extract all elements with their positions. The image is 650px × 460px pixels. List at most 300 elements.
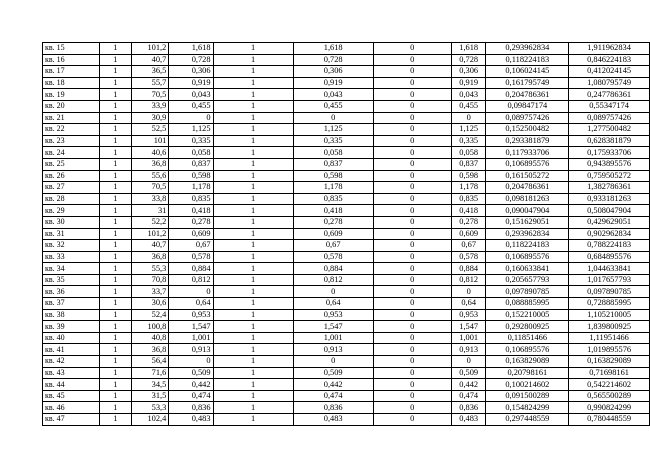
cell-value-c: 0,306: [451, 66, 486, 78]
cell-value-b: 0,278: [293, 216, 373, 228]
cell-apartment-label: кв. 25: [43, 158, 100, 170]
cell-zero-value: 0: [373, 182, 451, 194]
cell-value-b: 0,335: [293, 135, 373, 147]
table-row: [43, 356, 650, 368]
table-row: [43, 216, 650, 228]
cell-zero-value: 0: [373, 309, 451, 321]
table-row: [43, 298, 650, 310]
cell-area: 53,3: [131, 402, 168, 414]
cell-area: 33,8: [131, 193, 168, 205]
cell-value-c: 0,835: [451, 193, 486, 205]
cell-count: 1: [99, 286, 131, 298]
cell-value-c: 0,335: [451, 135, 486, 147]
cell-coefficient: 0,090047904: [486, 205, 569, 217]
cell-apartment-label: кв. 32: [43, 240, 100, 252]
cell-area: 100,8: [131, 321, 168, 333]
cell-value-c: 0,058: [451, 147, 486, 159]
cell-total: 0,990824299: [569, 402, 650, 414]
cell-factor: 1: [213, 100, 293, 112]
cell-apartment-label: кв. 18: [43, 77, 100, 89]
cell-count: 1: [99, 170, 131, 182]
cell-total: 0,097890785: [569, 286, 650, 298]
cell-area: 101: [131, 135, 168, 147]
cell-factor: 1: [213, 321, 293, 333]
cell-value-c: 0,728: [451, 54, 486, 66]
cell-value-b: 0,609: [293, 228, 373, 240]
cell-factor: 1: [213, 367, 293, 379]
cell-count: 1: [99, 182, 131, 194]
cell-area: 34,5: [131, 379, 168, 391]
cell-value-b: 0,306: [293, 66, 373, 78]
cell-value-a: 0,835: [169, 193, 213, 205]
cell-value-b: 0,67: [293, 240, 373, 252]
cell-count: 1: [99, 112, 131, 124]
cell-count: 1: [99, 344, 131, 356]
cell-value-c: 0,418: [451, 205, 486, 217]
cell-value-c: 0,64: [451, 298, 486, 310]
cell-value-a: 0,418: [169, 205, 213, 217]
cell-value-b: 0,837: [293, 158, 373, 170]
cell-coefficient: 0,204786361: [486, 182, 569, 194]
cell-count: 1: [99, 240, 131, 252]
cell-count: 1: [99, 390, 131, 402]
cell-value-c: 0,509: [451, 367, 486, 379]
cell-total: 0,628381879: [569, 135, 650, 147]
cell-zero-value: 0: [373, 332, 451, 344]
cell-zero-value: 0: [373, 89, 451, 101]
cell-count: 1: [99, 89, 131, 101]
cell-value-c: 0,812: [451, 274, 486, 286]
cell-count: 1: [99, 124, 131, 136]
cell-coefficient: 0,088885995: [486, 298, 569, 310]
table-row: [43, 43, 650, 55]
cell-area: 55,6: [131, 170, 168, 182]
cell-factor: 1: [213, 112, 293, 124]
cell-total: 0,565500289: [569, 390, 650, 402]
table-body: [43, 43, 650, 426]
cell-zero-value: 0: [373, 135, 451, 147]
cell-apartment-label: кв. 30: [43, 216, 100, 228]
cell-area: 33,7: [131, 286, 168, 298]
cell-value-a: 1,618: [169, 43, 213, 55]
cell-value-a: 0,884: [169, 263, 213, 275]
cell-value-a: 0,913: [169, 344, 213, 356]
cell-total: 1,382786361: [569, 182, 650, 194]
cell-area: 55,7: [131, 77, 168, 89]
cell-value-c: 0,278: [451, 216, 486, 228]
cell-total: 1,911962834: [569, 43, 650, 55]
cell-apartment-label: кв. 33: [43, 251, 100, 263]
cell-value-c: 0,913: [451, 344, 486, 356]
cell-coefficient: 0,205657793: [486, 274, 569, 286]
cell-coefficient: 0,106895576: [486, 344, 569, 356]
cell-count: 1: [99, 251, 131, 263]
cell-value-c: 0,837: [451, 158, 486, 170]
cell-value-a: 1,547: [169, 321, 213, 333]
cell-area: 52,4: [131, 309, 168, 321]
cell-value-b: 0,474: [293, 390, 373, 402]
table-row: [43, 66, 650, 78]
cell-value-a: 0: [169, 112, 213, 124]
cell-total: 0,846224183: [569, 54, 650, 66]
cell-value-a: 0,598: [169, 170, 213, 182]
cell-total: 1,080795749: [569, 77, 650, 89]
cell-coefficient: 0,154824299: [486, 402, 569, 414]
cell-factor: 1: [213, 379, 293, 391]
cell-factor: 1: [213, 54, 293, 66]
cell-area: 40,6: [131, 147, 168, 159]
cell-total: 0,759505272: [569, 170, 650, 182]
cell-value-a: 0,64: [169, 298, 213, 310]
cell-apartment-label: кв. 44: [43, 379, 100, 391]
cell-apartment-label: кв. 37: [43, 298, 100, 310]
cell-value-b: 0,509: [293, 367, 373, 379]
cell-apartment-label: кв. 29: [43, 205, 100, 217]
cell-value-b: 0,442: [293, 379, 373, 391]
cell-apartment-label: кв. 31: [43, 228, 100, 240]
cell-factor: 1: [213, 158, 293, 170]
cell-area: 101,2: [131, 43, 168, 55]
cell-value-b: 0,043: [293, 89, 373, 101]
cell-zero-value: 0: [373, 390, 451, 402]
cell-zero-value: 0: [373, 402, 451, 414]
cell-value-b: 0,578: [293, 251, 373, 263]
cell-area: 102,4: [131, 414, 168, 426]
cell-zero-value: 0: [373, 66, 451, 78]
cell-total: 1,017657793: [569, 274, 650, 286]
table-row: [43, 158, 650, 170]
cell-count: 1: [99, 414, 131, 426]
cell-zero-value: 0: [373, 379, 451, 391]
table-row: [43, 263, 650, 275]
cell-apartment-label: кв. 23: [43, 135, 100, 147]
cell-factor: 1: [213, 414, 293, 426]
table-row: [43, 77, 650, 89]
cell-apartment-label: кв. 24: [43, 147, 100, 159]
cell-zero-value: 0: [373, 100, 451, 112]
cell-value-c: 0,483: [451, 414, 486, 426]
table-row: [43, 182, 650, 194]
cell-coefficient: 0,106895576: [486, 251, 569, 263]
cell-total: 0,175933706: [569, 147, 650, 159]
cell-factor: 1: [213, 89, 293, 101]
cell-value-a: 0,278: [169, 216, 213, 228]
cell-value-b: 0: [293, 286, 373, 298]
cell-count: 1: [99, 263, 131, 275]
cell-value-a: 1,125: [169, 124, 213, 136]
cell-zero-value: 0: [373, 240, 451, 252]
cell-factor: 1: [213, 263, 293, 275]
cell-zero-value: 0: [373, 77, 451, 89]
cell-apartment-label: кв. 26: [43, 170, 100, 182]
cell-apartment-label: кв. 15: [43, 43, 100, 55]
cell-count: 1: [99, 332, 131, 344]
cell-value-b: 0,598: [293, 170, 373, 182]
cell-factor: 1: [213, 240, 293, 252]
cell-count: 1: [99, 402, 131, 414]
cell-apartment-label: кв. 34: [43, 263, 100, 275]
cell-total: 0,788224183: [569, 240, 650, 252]
table-row: [43, 390, 650, 402]
cell-value-b: 1,618: [293, 43, 373, 55]
cell-value-b: 0,835: [293, 193, 373, 205]
cell-value-c: 1,547: [451, 321, 486, 333]
cell-value-c: 0,953: [451, 309, 486, 321]
cell-area: 31: [131, 205, 168, 217]
cell-factor: 1: [213, 66, 293, 78]
cell-value-c: 0,442: [451, 379, 486, 391]
cell-coefficient: 0,151629051: [486, 216, 569, 228]
cell-apartment-label: кв. 46: [43, 402, 100, 414]
cell-count: 1: [99, 379, 131, 391]
cell-factor: 1: [213, 274, 293, 286]
cell-total: 0,542214602: [569, 379, 650, 391]
cell-area: 71,6: [131, 367, 168, 379]
cell-count: 1: [99, 193, 131, 205]
cell-factor: 1: [213, 147, 293, 159]
cell-value-b: 0,812: [293, 274, 373, 286]
cell-value-b: 0: [293, 356, 373, 368]
table-row: [43, 89, 650, 101]
cell-factor: 1: [213, 193, 293, 205]
cell-factor: 1: [213, 251, 293, 263]
cell-apartment-label: кв. 19: [43, 89, 100, 101]
cell-count: 1: [99, 367, 131, 379]
table-row: [43, 205, 650, 217]
cell-coefficient: 0,161505272: [486, 170, 569, 182]
cell-area: 40,7: [131, 240, 168, 252]
cell-coefficient: 0,106895576: [486, 158, 569, 170]
cell-value-a: 0: [169, 356, 213, 368]
table-row: [43, 240, 650, 252]
table-row: [43, 147, 650, 159]
cell-coefficient: 0,293962834: [486, 228, 569, 240]
cell-apartment-label: кв. 22: [43, 124, 100, 136]
cell-total: 0,780448559: [569, 414, 650, 426]
cell-value-c: 0: [451, 356, 486, 368]
cell-zero-value: 0: [373, 147, 451, 159]
cell-area: 31,5: [131, 390, 168, 402]
cell-count: 1: [99, 321, 131, 333]
cell-value-c: 0,67: [451, 240, 486, 252]
cell-total: 0,902962834: [569, 228, 650, 240]
cell-apartment-label: кв. 27: [43, 182, 100, 194]
table-row: [43, 414, 650, 426]
cell-value-a: 0,953: [169, 309, 213, 321]
cell-total: 1,019895576: [569, 344, 650, 356]
cell-factor: 1: [213, 286, 293, 298]
table-row: [43, 367, 650, 379]
cell-value-c: 0,609: [451, 228, 486, 240]
cell-value-c: 0,474: [451, 390, 486, 402]
cell-area: 70,5: [131, 89, 168, 101]
cell-value-b: 0: [293, 112, 373, 124]
cell-apartment-label: кв. 47: [43, 414, 100, 426]
cell-value-b: 0,913: [293, 344, 373, 356]
table-row: [43, 170, 650, 182]
cell-count: 1: [99, 77, 131, 89]
cell-total: 0,089757426: [569, 112, 650, 124]
cell-factor: 1: [213, 309, 293, 321]
cell-total: 1,277500482: [569, 124, 650, 136]
cell-apartment-label: кв. 28: [43, 193, 100, 205]
table-row: [43, 309, 650, 321]
table-row: [43, 193, 650, 205]
cell-total: 0,55347174: [569, 100, 650, 112]
cell-zero-value: 0: [373, 367, 451, 379]
cell-value-a: 1,001: [169, 332, 213, 344]
cell-value-a: 0,509: [169, 367, 213, 379]
cell-value-b: 0,483: [293, 414, 373, 426]
cell-value-a: 0: [169, 286, 213, 298]
cell-coefficient: 0,106024145: [486, 66, 569, 78]
table-row: [43, 286, 650, 298]
cell-coefficient: 0,163829089: [486, 356, 569, 368]
cell-value-a: 0,043: [169, 89, 213, 101]
cell-zero-value: 0: [373, 263, 451, 275]
cell-value-b: 0,728: [293, 54, 373, 66]
cell-coefficient: 0,293381879: [486, 135, 569, 147]
cell-coefficient: 0,204786361: [486, 89, 569, 101]
cell-total: 1,11951466: [569, 332, 650, 344]
cell-count: 1: [99, 274, 131, 286]
cell-zero-value: 0: [373, 321, 451, 333]
cell-count: 1: [99, 158, 131, 170]
cell-total: 0,684895576: [569, 251, 650, 263]
cell-area: 36,8: [131, 158, 168, 170]
cell-value-a: 0,483: [169, 414, 213, 426]
cell-value-c: 0,578: [451, 251, 486, 263]
cell-coefficient: 0,160633841: [486, 263, 569, 275]
cell-value-c: 0,836: [451, 402, 486, 414]
cell-apartment-label: кв. 36: [43, 286, 100, 298]
table-row: [43, 379, 650, 391]
table-row: [43, 228, 650, 240]
cell-coefficient: 0,098181263: [486, 193, 569, 205]
cell-factor: 1: [213, 228, 293, 240]
cell-total: 1,044633841: [569, 263, 650, 275]
cell-value-b: 0,058: [293, 147, 373, 159]
cell-value-b: 0,953: [293, 309, 373, 321]
cell-area: 70,8: [131, 274, 168, 286]
cell-zero-value: 0: [373, 344, 451, 356]
cell-zero-value: 0: [373, 170, 451, 182]
cell-coefficient: 0,297448559: [486, 414, 569, 426]
cell-zero-value: 0: [373, 216, 451, 228]
cell-value-a: 0,836: [169, 402, 213, 414]
cell-coefficient: 0,11851466: [486, 332, 569, 344]
cell-value-b: 0,884: [293, 263, 373, 275]
cell-value-c: 0,598: [451, 170, 486, 182]
cell-value-a: 0,837: [169, 158, 213, 170]
cell-value-b: 0,836: [293, 402, 373, 414]
cell-value-c: 1,178: [451, 182, 486, 194]
cell-value-c: 1,618: [451, 43, 486, 55]
cell-area: 30,9: [131, 112, 168, 124]
apartment-data-table: [42, 42, 650, 426]
cell-area: 33,9: [131, 100, 168, 112]
cell-value-a: 1,178: [169, 182, 213, 194]
cell-area: 40,7: [131, 54, 168, 66]
table-row: [43, 332, 650, 344]
cell-value-a: 0,442: [169, 379, 213, 391]
cell-zero-value: 0: [373, 158, 451, 170]
cell-count: 1: [99, 66, 131, 78]
cell-zero-value: 0: [373, 228, 451, 240]
cell-factor: 1: [213, 390, 293, 402]
cell-apartment-label: кв. 38: [43, 309, 100, 321]
cell-coefficient: 0,161795749: [486, 77, 569, 89]
table-row: [43, 135, 650, 147]
cell-value-c: 1,125: [451, 124, 486, 136]
cell-apartment-label: кв. 41: [43, 344, 100, 356]
cell-apartment-label: кв. 21: [43, 112, 100, 124]
cell-value-b: 1,547: [293, 321, 373, 333]
cell-zero-value: 0: [373, 251, 451, 263]
cell-value-b: 1,001: [293, 332, 373, 344]
table-row: [43, 100, 650, 112]
cell-zero-value: 0: [373, 286, 451, 298]
cell-count: 1: [99, 298, 131, 310]
cell-count: 1: [99, 309, 131, 321]
cell-area: 52,5: [131, 124, 168, 136]
cell-zero-value: 0: [373, 54, 451, 66]
cell-count: 1: [99, 205, 131, 217]
cell-factor: 1: [213, 135, 293, 147]
cell-value-a: 0,335: [169, 135, 213, 147]
cell-total: 0,943895576: [569, 158, 650, 170]
cell-zero-value: 0: [373, 124, 451, 136]
cell-coefficient: 0,118224183: [486, 54, 569, 66]
cell-total: 0,163829089: [569, 356, 650, 368]
cell-value-a: 0,812: [169, 274, 213, 286]
cell-value-a: 0,058: [169, 147, 213, 159]
cell-value-a: 0,306: [169, 66, 213, 78]
cell-coefficient: 0,100214602: [486, 379, 569, 391]
cell-area: 36,8: [131, 344, 168, 356]
cell-area: 101,2: [131, 228, 168, 240]
table-row: [43, 54, 650, 66]
cell-total: 1,839800925: [569, 321, 650, 333]
cell-area: 30,6: [131, 298, 168, 310]
cell-coefficient: 0,152210005: [486, 309, 569, 321]
cell-coefficient: 0,091500289: [486, 390, 569, 402]
cell-zero-value: 0: [373, 205, 451, 217]
cell-count: 1: [99, 54, 131, 66]
cell-zero-value: 0: [373, 274, 451, 286]
cell-factor: 1: [213, 216, 293, 228]
cell-coefficient: 0,292800925: [486, 321, 569, 333]
cell-value-a: 0,919: [169, 77, 213, 89]
cell-apartment-label: кв. 35: [43, 274, 100, 286]
cell-coefficient: 0,089757426: [486, 112, 569, 124]
cell-zero-value: 0: [373, 298, 451, 310]
cell-zero-value: 0: [373, 356, 451, 368]
cell-value-b: 0,919: [293, 77, 373, 89]
cell-count: 1: [99, 100, 131, 112]
cell-apartment-label: кв. 39: [43, 321, 100, 333]
cell-area: 36,5: [131, 66, 168, 78]
cell-count: 1: [99, 356, 131, 368]
cell-factor: 1: [213, 332, 293, 344]
cell-count: 1: [99, 216, 131, 228]
table-row: [43, 321, 650, 333]
table-row: [43, 124, 650, 136]
cell-value-a: 0,728: [169, 54, 213, 66]
cell-total: 1,105210005: [569, 309, 650, 321]
cell-count: 1: [99, 147, 131, 159]
cell-value-a: 0,67: [169, 240, 213, 252]
